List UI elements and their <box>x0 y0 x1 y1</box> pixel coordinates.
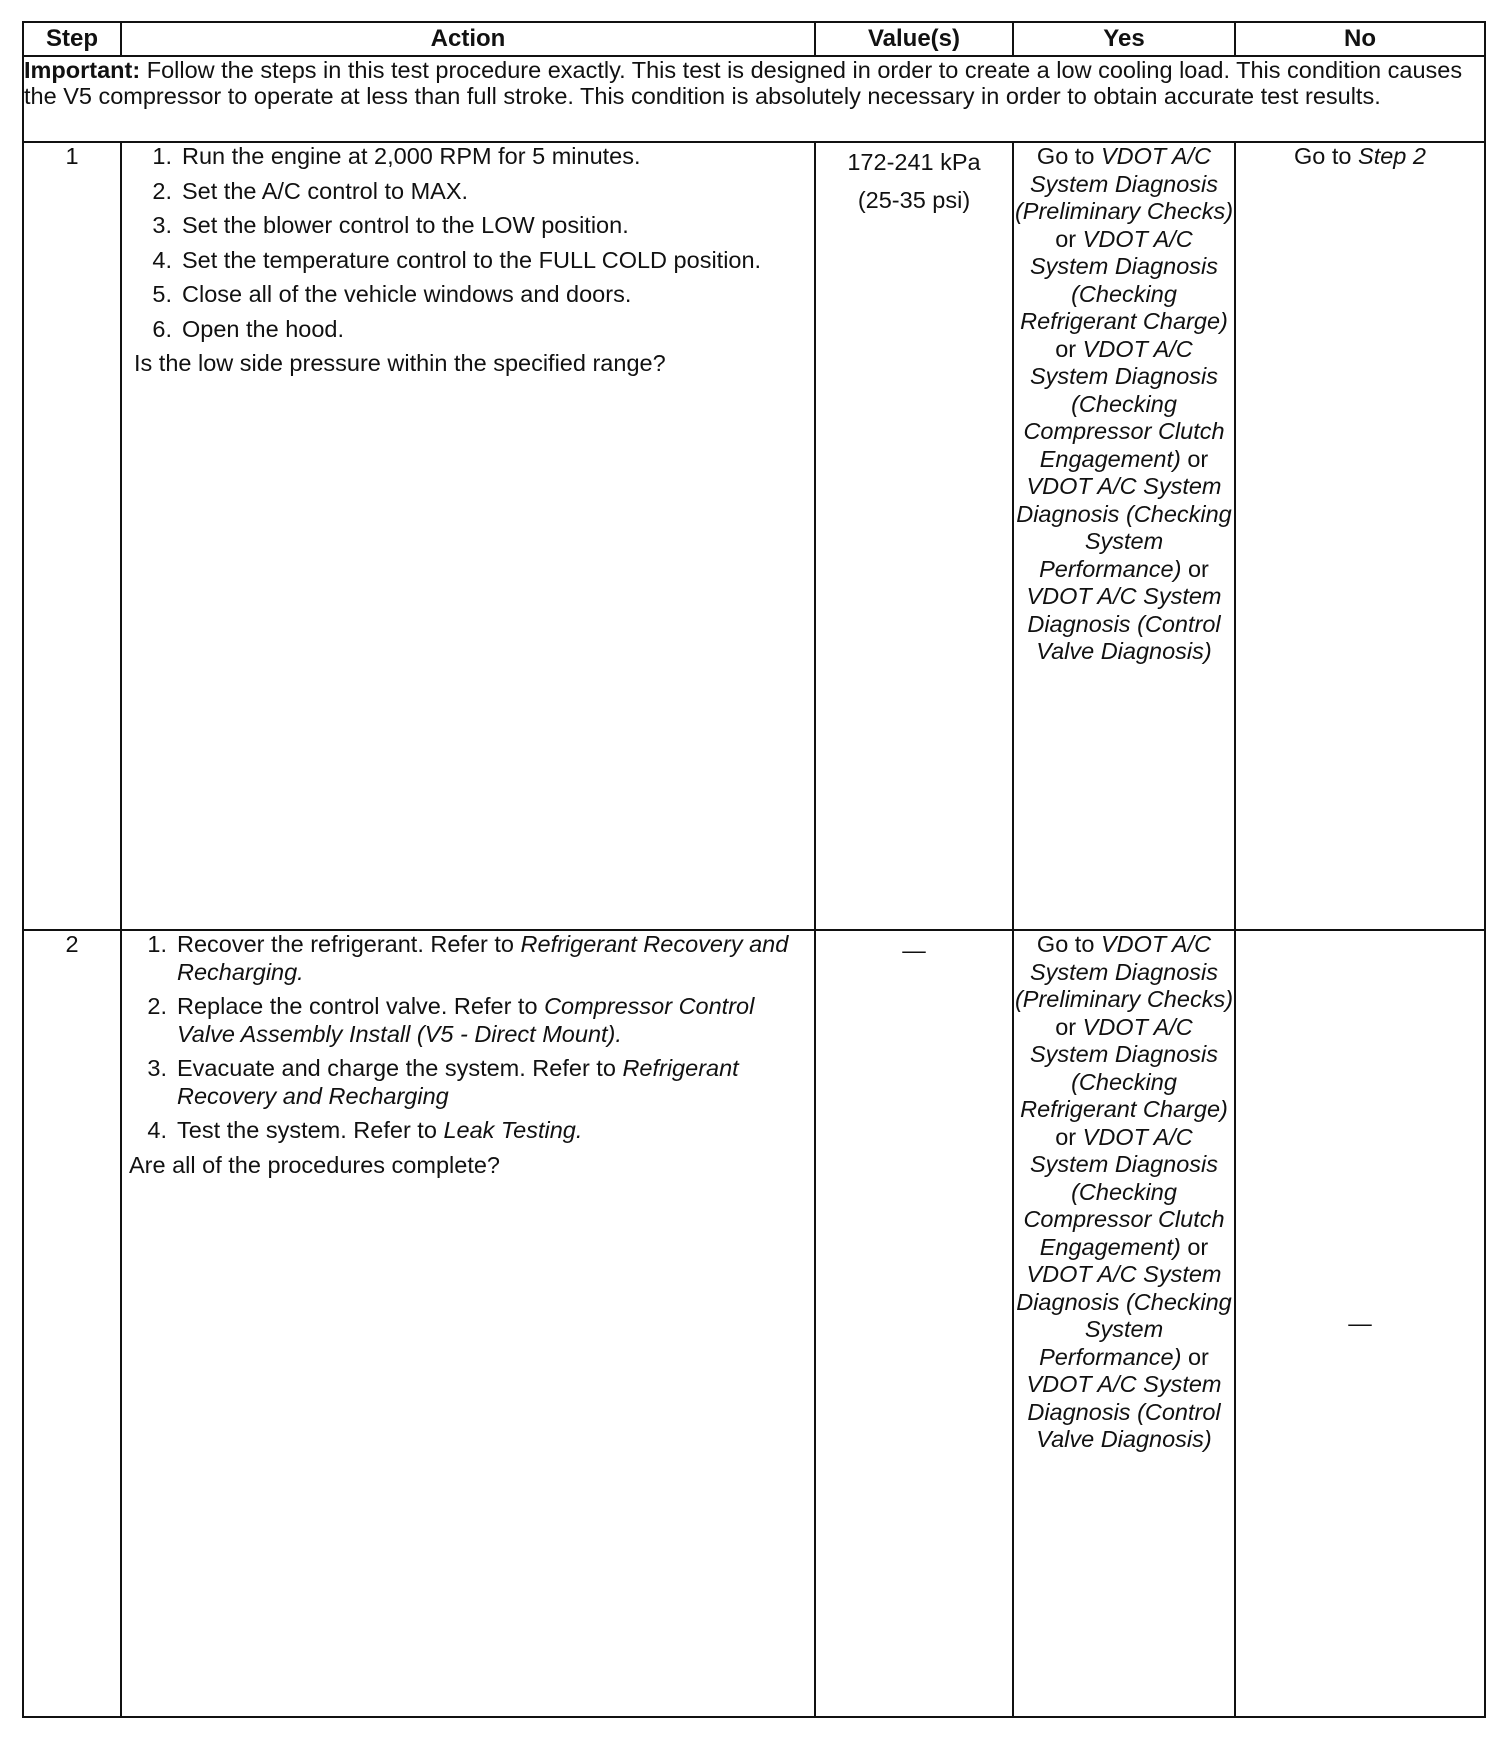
diagnostic-table <box>22 21 1486 1718</box>
action-item: 2. Set the A/C control to MAX. <box>152 177 469 204</box>
important-label: Important: <box>24 57 141 83</box>
header-step: Step <box>23 22 121 56</box>
header-row <box>23 22 1485 56</box>
action-item: 2. Replace the control valve. Refer to Compressor Control Valve Assembly Install (V5 - Direct Mount). <box>147 993 755 1047</box>
yes-link[interactable]: VDOT A/C System Diagnosis (Preliminary Checks) <box>1014 931 1234 1012</box>
important-text: Follow the steps in this test procedure exactly. This test is designed in order to create a low cooling load. This condition causes the V5 compressor to operate at less than full stroke. This condition is absolutely necessary in order to obtain accurate test results. <box>24 57 1463 109</box>
important-row <box>23 56 1485 142</box>
action-list <box>134 143 814 343</box>
value-kpa: 172-241 kPa <box>847 149 981 175</box>
header-values: Value(s) <box>815 22 1013 56</box>
action-item: 3. Set the blower control to the LOW position. <box>152 212 629 238</box>
no-cell: — <box>1235 930 1485 1717</box>
go-to-step-2-link[interactable]: Step 2 <box>1358 143 1426 169</box>
yes-link[interactable]: VDOT A/C System Diagnosis (Control Valve Diagnosis) <box>1026 1371 1222 1452</box>
yes-cell: Go to VDOT A/C System Diagnosis (Preliminary Checks) or VDOT A/C System Diagnosis (Checking Refrigerant Charge) or VDOT A/C System Diagnosis (Checking Compressor Clutch Engagement) or VDOT A/C System Diagnosis (Checking System Performance) or VDOT A/C System Diagnosis (Control Valve Diagnosis) <box>1013 142 1235 930</box>
yes-link[interactable]: VDOT A/C System Diagnosis (Control Valve Diagnosis) <box>1026 583 1222 664</box>
reference-link[interactable]: Refrigerant Recovery and Recharging. <box>177 931 789 985</box>
yes-link[interactable]: VDOT A/C System Diagnosis (Checking System Performance) <box>1016 1261 1232 1370</box>
yes-link[interactable]: VDOT A/C System Diagnosis (Preliminary Checks) <box>1014 143 1234 224</box>
header-yes: Yes <box>1013 22 1235 56</box>
table-row <box>23 930 1485 1717</box>
action-item: 5. Close all of the vehicle windows and doors. <box>152 281 632 307</box>
action-cell <box>121 930 815 1717</box>
yes-link[interactable]: VDOT A/C System Diagnosis (Checking Refrigerant Charge) <box>1020 225 1228 334</box>
yes-link[interactable]: VDOT A/C System Diagnosis (Checking Compressor Clutch Engagement) <box>1023 1123 1225 1260</box>
important-note <box>23 56 1485 142</box>
yes-link[interactable]: VDOT A/C System Diagnosis (Checking Compressor Clutch Engagement) <box>1023 335 1225 472</box>
reference-link[interactable]: Compressor Control Valve Assembly Install (V5 - Direct Mount). <box>177 993 755 1047</box>
value-cell: — <box>815 930 1013 1717</box>
reference-link[interactable]: Leak Testing. <box>443 1117 583 1143</box>
action-cell <box>121 142 815 930</box>
action-question: Are all of the procedures complete? <box>129 1151 500 1178</box>
action-item: 4. Test the system. Refer to Leak Testing. <box>147 1117 583 1143</box>
yes-cell: Go to VDOT A/C System Diagnosis (Preliminary Checks) or VDOT A/C System Diagnosis (Checking Refrigerant Charge) or VDOT A/C System Diagnosis (Checking Compressor Clutch Engagement) or VDOT A/C System Diagnosis (Checking System Performance) or VDOT A/C System Diagnosis (Control Valve Diagnosis) <box>1013 930 1235 1717</box>
action-item: 6. Open the hood. <box>152 315 345 342</box>
reference-link[interactable]: Refrigerant Recovery and Recharging <box>177 1055 739 1109</box>
no-cell: Go to Step 2 <box>1235 142 1485 930</box>
step-number: 2 <box>23 930 121 1717</box>
table-row <box>23 142 1485 930</box>
yes-link[interactable]: VDOT A/C System Diagnosis (Checking Refrigerant Charge) <box>1020 1013 1228 1122</box>
action-item: 1. Run the engine at 2,000 RPM for 5 minutes. <box>152 143 641 169</box>
action-item: 3. Evacuate and charge the system. Refer to Refrigerant Recovery and Recharging <box>147 1055 739 1109</box>
header-action: Action <box>121 22 815 56</box>
action-list <box>129 931 814 1145</box>
value-psi: (25-35 psi) <box>857 187 971 213</box>
yes-link[interactable]: VDOT A/C System Diagnosis (Checking System Performance) <box>1016 473 1232 582</box>
action-item: 4. Set the temperature control to the FULL COLD position. <box>152 246 762 273</box>
action-question: Is the low side pressure within the specified range? <box>134 350 666 376</box>
step-number: 1 <box>23 142 121 930</box>
value-cell <box>815 142 1013 930</box>
action-item: 1. Recover the refrigerant. Refer to Refrigerant Recovery and Recharging. <box>147 931 789 985</box>
header-no: No <box>1235 22 1485 56</box>
